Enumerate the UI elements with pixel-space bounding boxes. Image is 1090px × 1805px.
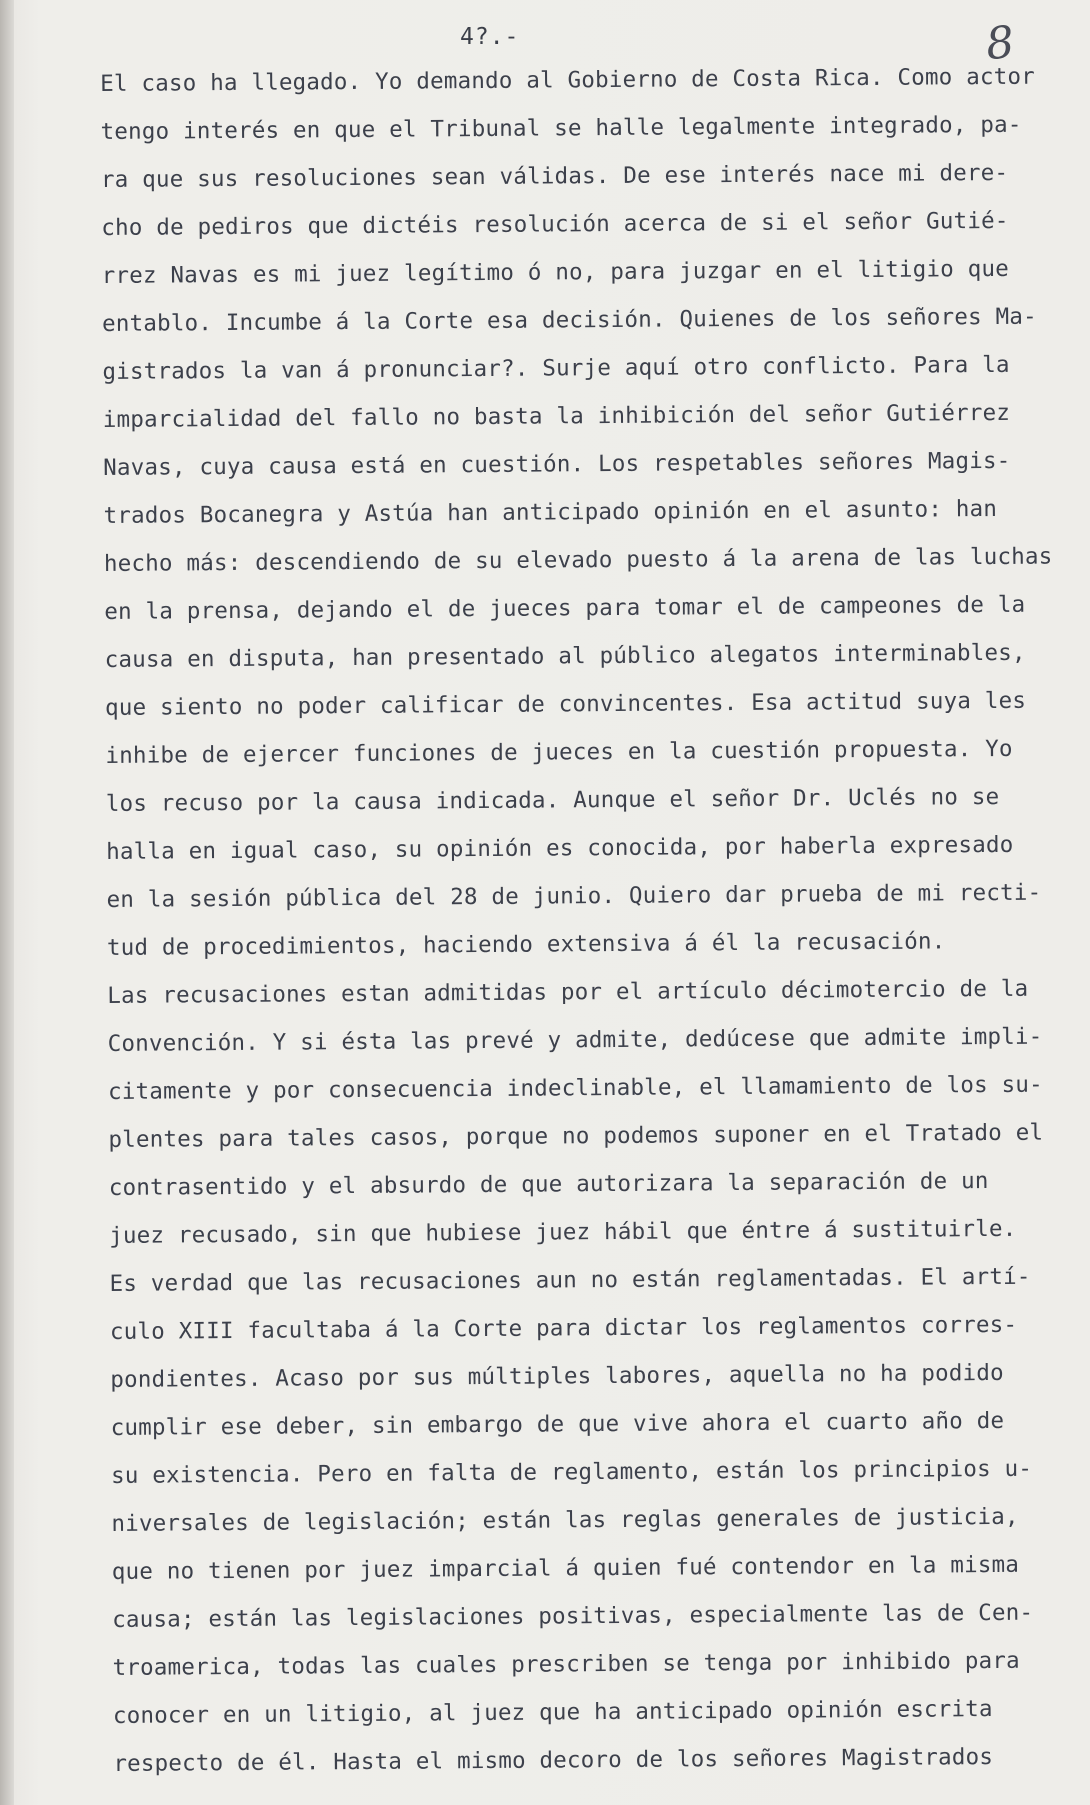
text-line: Es verdad que las recusaciones aun no están reglamentadas. El artí- [109, 1263, 1031, 1297]
text-line: culo XIII facultaba á la Corte para dictar los reglamentos corres- [109, 1311, 1018, 1345]
text-line: juez recusado, sin que hubiese juez hábil que éntre á sustituirle. [109, 1215, 1017, 1249]
text-line: que siento no poder calificar de convincentes. Esa actitud suya les [104, 687, 1027, 721]
text-line: cho de pediros que dictéis resolución acerca de si el señor Gutié- [101, 207, 1009, 241]
text-line: pondientes. Acaso por sus múltiples labores, aquella no ha podido [110, 1359, 1004, 1393]
text-line: Convención. Y si ésta las prevé y admite, dedúcese que admite impli- [107, 1023, 1043, 1057]
text-line: causa en disputa, han presentado al público alegatos interminables, [104, 639, 1026, 673]
text-line: troamerica, todas las cuales prescriben se tenga por inhibido para [112, 1647, 1020, 1681]
text-line: tud de procedimientos, haciendo extensiva á él la recusación. [106, 928, 946, 961]
text-line: Las recusaciones estan admitidas por el artículo décimotercio de la [107, 975, 1029, 1009]
text-line: imparcialidad del fallo no basta la inhibición del señor Gutiérrez [102, 399, 1011, 433]
text-line: que no tienen por juez imparcial á quien fué contendor en la misma [111, 1551, 1020, 1585]
text-line: hecho más: descendiendo de su elevado puesto á la arena de las luchas [103, 543, 1053, 577]
text-line: entablo. Incumbe á la Corte esa decisión. Quienes de los señores Ma- [101, 303, 1037, 337]
text-line: trados Bocanegra y Astúa han anticipado opinión en el asunto: han [103, 495, 998, 529]
text-line: conocer en un litigio, al juez que ha anticipado opinión escrita [112, 1696, 993, 1729]
handwritten-folio-mark: 8 [983, 16, 1017, 71]
text-line: halla en igual caso, su opinión es conocida, por haberla expresado [106, 831, 1014, 865]
page-number: 4?.- [460, 24, 520, 50]
text-line: tengo interés en que el Tribunal se halle legalmente integrado, pa- [100, 111, 1022, 145]
text-line: su existencia. Pero en falta de reglamento, están los principios u- [111, 1455, 1033, 1489]
text-line: inhibe de ejercer funciones de jueces en la cuestión propuesta. Yo [105, 735, 1013, 769]
text-line: gistrados la van á pronunciar?. Surje aquí otro conflicto. Para la [102, 351, 1010, 385]
text-line: rrez Navas es mi juez legítimo ó no, para juzgar en el litigio que [101, 255, 1010, 289]
typewritten-body [100, 52, 1074, 1787]
text-line: contrasentido y el absurdo de que autorizara la separación de un [108, 1168, 989, 1201]
text-line: cumplir ese deber, sin embargo de que vive ahora el cuarto año de [110, 1407, 1005, 1441]
text-line: El caso ha llegado. Yo demando al Gobierno de Costa Rica. Como actor [100, 63, 1036, 97]
text-line: Navas, cuya causa está en cuestión. Los respetables señores Magis- [103, 447, 1011, 481]
text-line: en la prensa, dejando el de jueces para tomar el de campeones de la [104, 591, 1026, 625]
text-line: los recuso por la causa indicada. Aunque el señor Dr. Uclés no se [105, 783, 1000, 817]
text-line: plentes para tales casos, porque no podemos suponer en el Tratado el [108, 1119, 1044, 1153]
text-line: en la sesión pública del 28 de junio. Quiero dar prueba de mi recti- [106, 879, 1042, 913]
text-line: niversales de legislación; están las reglas generales de justicia, [111, 1503, 1019, 1537]
text-line: citamente y por consecuencia indeclinable, el llamamiento de los su- [108, 1071, 1043, 1105]
text-line: respecto de él. Hasta el mismo decoro de los señores Magistrados [113, 1744, 994, 1777]
text-line: ra que sus resoluciones sean válidas. De ese interés nace mi dere- [100, 159, 1009, 193]
text-line: causa; están las legislaciones positivas, especialmente las de Cen- [112, 1599, 1034, 1633]
